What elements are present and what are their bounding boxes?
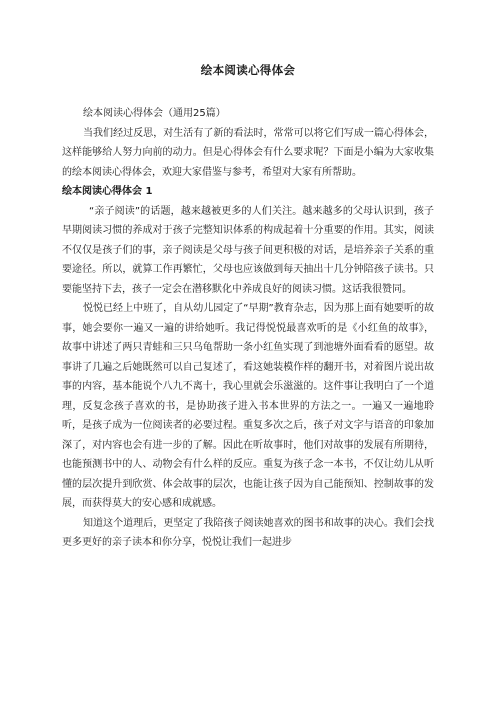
- body-paragraph-3: 知道这个道理后，更坚定了我陪孩子阅读她喜欢的图书和故事的决心。我们会找更多更好的亲子读本和你分享，悦悦让我们一起进步: [62, 517, 434, 548]
- document-title: 绘本阅读心得体会: [200, 63, 296, 77]
- body-paragraph-1: “亲子阅读”的话题，越来越被更多的人们关注。越来越多的父母认识到，孩子早期阅读习惯的养成对于孩子完整知识体系的构成起着十分重要的作用。其实，阅读不仅仅是孩子们的事，亲子阅读是父母与孩子间更积极的对话，是培养亲子关系的重要途径。所以，就算工作再繁忙，父母也应该做到每天抽出十几分钟陪孩子读书。只要能坚持下去，孩子一定会在潜移默化中养成良好的阅读习惯。这话我很赞同。: [62, 205, 434, 295]
- section-heading: 绘本阅读心得体会 1: [62, 186, 153, 197]
- intro-paragraph: 当我们经过反思，对生活有了新的看法时，常常可以将它们写成一篇心得体会，这样能够给人努力向前的动力。但是心得体会有什么要求呢？下面是小编为大家收集的绘本阅读心得体会，欢迎大家借鉴与参考，希望对大家有所帮助。: [62, 127, 434, 178]
- body-paragraph-2: 悦悦已经上中班了，自从幼儿园定了“早期”教育杂志，因为那上面有她要听的故事，她会要你一遍又一遍的讲给她听。我记得悦悦最喜欢听的是《小红鱼的故事》，故事中讲述了两只青蛙和三只乌龟帮助一条小红鱼实现了到池塘外面看看的愿望。故事讲了几遍之后她既然可以自己复述了，看这她装模作样的翻开书，对着图片说出故事的内容，基本能说个八九不离十，我心里就会乐滋滋的。这件事让我明白了一个道理，反复念孩子喜欢的书，是协助孩子进入书本世界的方法之一。一遍又一遍地聆听，是孩子成为一位阅读者的必要过程。重复多次之后，孩子对文字与语音的印象加深了，对内容也会有进一步的了解。因此在听故事时，他们对故事的发展有所期待，也能预测书中的人、动物会有什么样的反应。重复为孩子念一本书，不仅让幼儿从听懂的层次提升到欣赏、体会故事的层次，也能让孩子因为自己能预知、控制故事的发展，而获得莫大的安心感和成就感。: [62, 303, 434, 509]
- document-subtitle: 绘本阅读心得体会（通用25篇）: [83, 108, 226, 119]
